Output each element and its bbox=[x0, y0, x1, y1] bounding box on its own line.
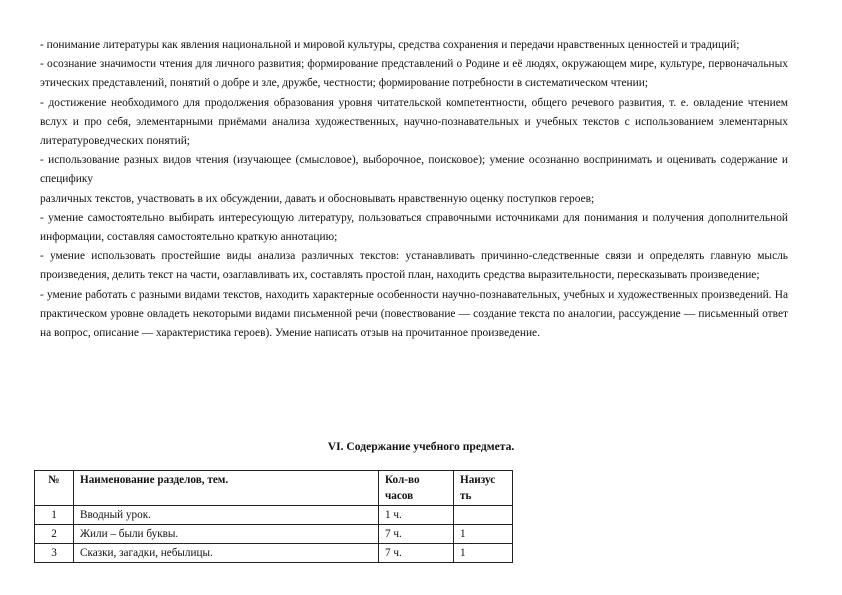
cell-number: 2 bbox=[35, 525, 74, 544]
section-heading: VI. Содержание учебного предмета. bbox=[327, 440, 515, 453]
cell-number: 3 bbox=[35, 544, 74, 563]
cell-memorize: 1 bbox=[454, 544, 513, 563]
cell-section-name: Вводный урок. bbox=[74, 506, 379, 525]
header-number: № bbox=[35, 471, 74, 506]
table-row bbox=[35, 506, 513, 525]
cell-section-name: Жили – были буквы. bbox=[74, 525, 379, 544]
content-table bbox=[34, 470, 513, 563]
cell-section-name: Сказки, загадки, небылицы. bbox=[74, 544, 379, 563]
paragraph: - умение использовать простейшие виды анализа различных текстов: устанавливать причинно-следственные связи и определять главную мысль произведения, делить текст на части, озаглавливать их, составлять простой план, находить средства выразительности, пересказывать произведение; bbox=[40, 250, 788, 282]
paragraph: - понимание литературы как явления национальной и мировой культуры, средства сохранения и передачи нравственных ценностей и традиций; bbox=[40, 39, 740, 51]
paragraph: - использование разных видов чтения (изучающее (смысловое), выборочное, поисковое); умение осознанно воспринимать и оценивать содержание и специфику bbox=[40, 154, 788, 186]
table-row bbox=[35, 544, 513, 563]
paragraph: - умение работать с разными видами текстов, находить характерные особенности научно-познавательных, учебных и художественных произведений. На практическом уровне овладеть некоторыми видами письменной речи (повествование — создание текста по аналогии, рассуждение — письменный ответ на вопрос, описание — характеристика героев). Умение написать отзыв на прочитанное произведение. bbox=[40, 288, 788, 340]
body-text bbox=[40, 36, 788, 343]
paragraph: - умение самостоятельно выбирать интересующую литературу, пользоваться справочными источниками для понимания и получения дополнительной информации, составляя самостоятельно краткую аннотацию; bbox=[40, 211, 788, 244]
table-row bbox=[35, 525, 513, 544]
cell-number: 1 bbox=[35, 506, 74, 525]
cell-hours: 7 ч. bbox=[379, 525, 454, 544]
header-section-name: Наименование разделов, тем. bbox=[74, 471, 379, 506]
header-memorize: Наизус ть bbox=[454, 471, 513, 506]
table-header-row bbox=[35, 471, 513, 506]
header-hours: Кол-во часов bbox=[379, 471, 454, 506]
paragraph: - достижение необходимого для продолжения образования уровня читательской компетентности, общего речевого развития, т. е. овладение чтением вслух и про себя, элементарными приёмами анализа художественных, научно-познавательных и учебных текстов с использованием элементарных литературоведческих понятий; bbox=[40, 96, 788, 148]
paragraph: - осознание значимости чтения для личного развития; формирование представлений о Родине и её людях, окружающем мире, культуре, первоначальных этических представлений, понятий о добре и зле, дружбе, честности; формирование потребности в систематическом чтении; bbox=[40, 58, 788, 90]
cell-hours: 1 ч. bbox=[379, 506, 454, 525]
paragraph: различных текстов, участвовать в их обсуждении, давать и обосновывать нравственную оценку поступков героев; bbox=[40, 192, 595, 205]
cell-memorize bbox=[454, 506, 513, 525]
cell-hours: 7 ч. bbox=[379, 544, 454, 563]
cell-memorize: 1 bbox=[454, 525, 513, 544]
